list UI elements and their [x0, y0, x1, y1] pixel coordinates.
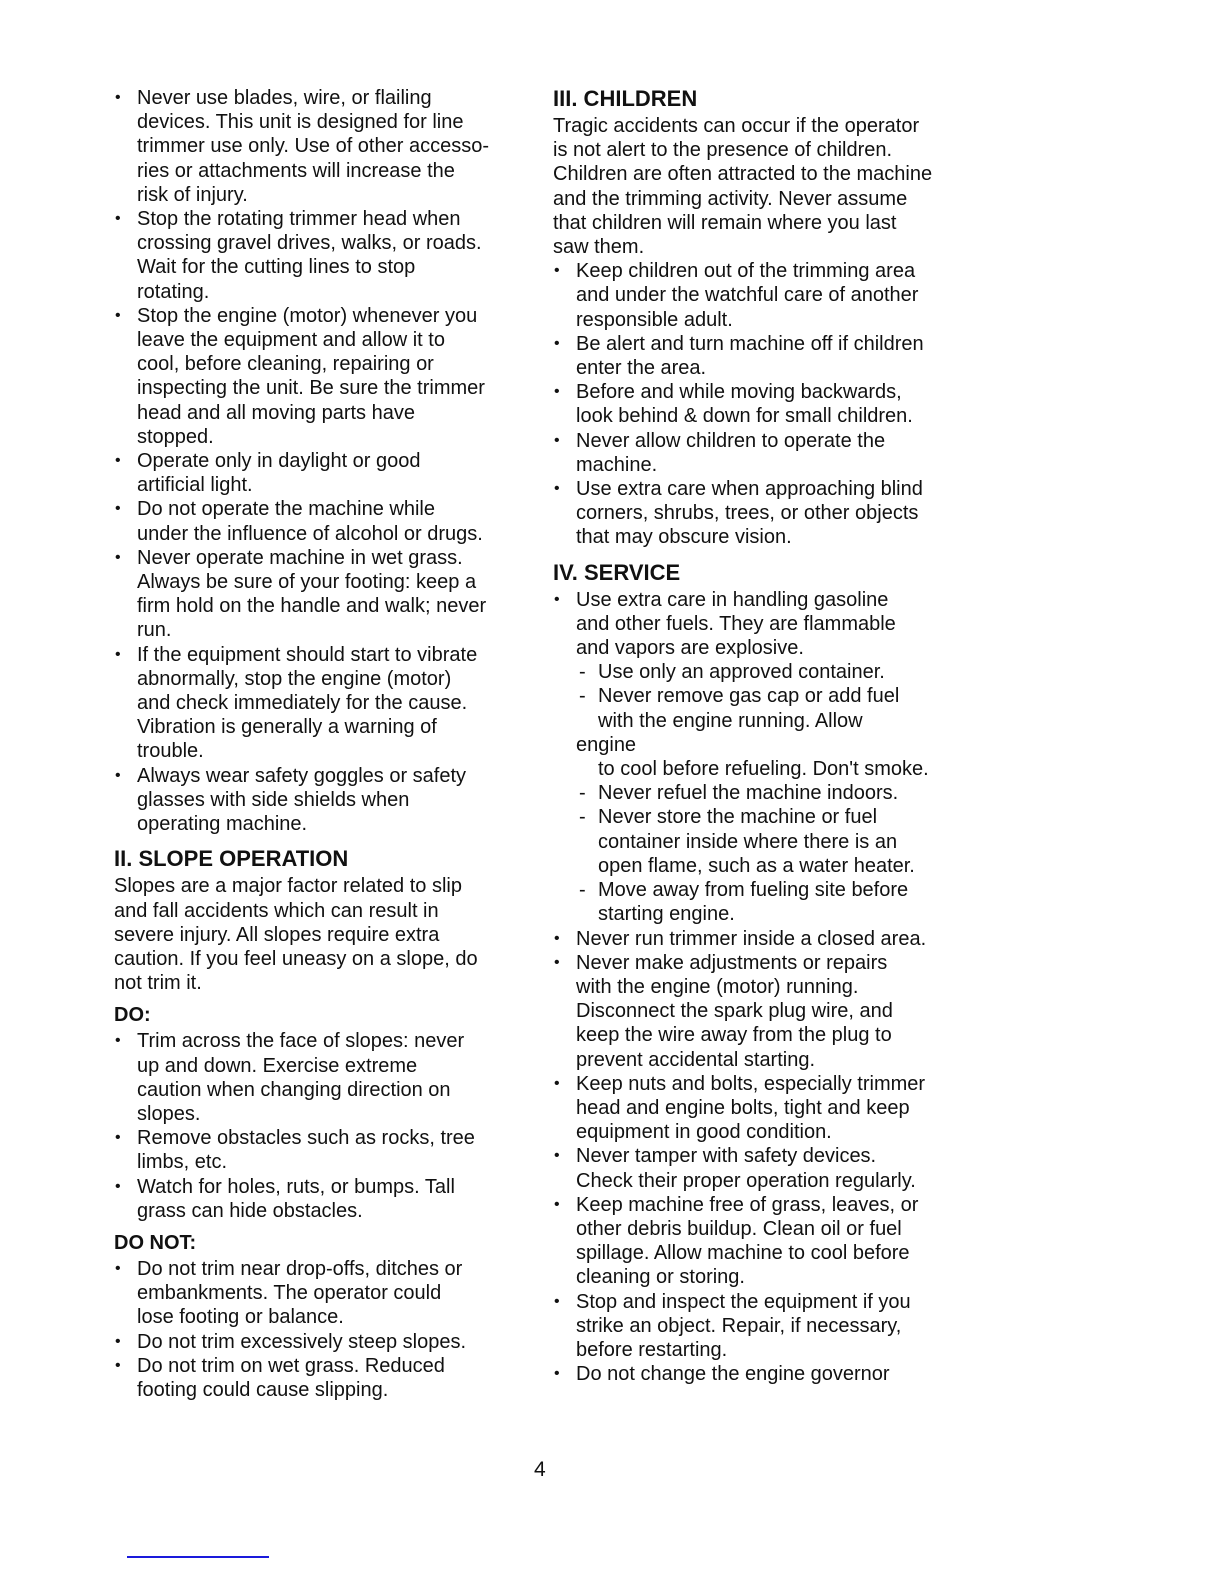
slope-heading: II. SLOPE OPERATION — [114, 846, 349, 872]
list-item: • Watch for holes, ruts, or bumps. Tall grass can hide obstacles. — [114, 1175, 524, 1223]
left-column — [114, 86, 524, 1402]
list-item: • Never use blades, wire, or flailing devices. This unit is designed for line trimmer use only. Use of other accesso- ries or attachments will increase the risk of injury. — [114, 86, 524, 207]
list-item: • Stop and inspect the equipment if you strike an object. Repair, if necessary, before restarting. — [553, 1290, 973, 1363]
sub-list-item: - Never refuel the machine indoors. — [553, 781, 973, 805]
list-item: • Be alert and turn machine off if children enter the area. — [553, 332, 973, 380]
list-item: • Keep children out of the trimming area and under the watchful care of another responsible adult. — [553, 259, 973, 332]
sub-list-item: - Never store the machine or fuel container inside where there is an open flame, such as a water heater. — [553, 805, 973, 878]
do-heading: DO: — [114, 1004, 151, 1027]
sub-list-item: - Never remove gas cap or add fuel with the engine running. Allow — [553, 684, 973, 732]
list-item: • Never make adjustments or repairs with the engine (motor) running. Disconnect the spark plug wire, and keep the wire away from the plug to prevent accidental starting. — [553, 951, 973, 1072]
list-item: • Never operate machine in wet grass. Always be sure of your footing: keep a firm hold on the handle and walk; never run. — [114, 546, 524, 643]
children-heading: III. CHILDREN — [553, 86, 698, 111]
do-not-heading: DO NOT: — [114, 1231, 197, 1254]
slope-paragraph: Slopes are a major factor related to slip and fall accidents which can result in severe injury. All slopes require extra caution. If you feel uneasy on a slope, do not trim it. — [114, 875, 478, 995]
sub-list-item: - Move away from fueling site before starting engine. — [553, 878, 973, 926]
list-item: • Never run trimmer inside a closed area. — [553, 927, 973, 951]
list-item: • Do not change the engine governor — [553, 1362, 973, 1386]
list-item: • Do not trim near drop-offs, ditches or embankments. The operator could lose footing or balance. — [114, 1257, 524, 1330]
list-item: • Stop the rotating trimmer head when crossing gravel drives, walks, or roads. Wait for the cutting lines to stop rotating. — [114, 207, 524, 304]
list-item: • Do not operate the machine while under the influence of alcohol or drugs. — [114, 497, 524, 545]
list-item: • Remove obstacles such as rocks, tree limbs, etc. — [114, 1126, 524, 1174]
list-item: • Before and while moving backwards, look behind & down for small children. — [553, 380, 973, 428]
list-item: • Trim across the face of slopes: never up and down. Exercise extreme caution when changing direction on slopes. — [114, 1029, 524, 1126]
list-item: • Use extra care when approaching blind corners, shrubs, trees, or other objects that may obscure vision. — [553, 477, 973, 550]
list-item: • Operate only in daylight or good artificial light. — [114, 449, 524, 497]
orphan-text: to cool before refueling. Don't smoke. — [598, 758, 929, 781]
list-item: • Never tamper with safety devices. Check their proper operation regularly. — [553, 1144, 973, 1192]
children-paragraph: Tragic accidents can occur if the operator is not alert to the presence of children. Children are often attracted to the machine and the trimming activity. Never assume that children will remain where you last saw them. — [553, 115, 933, 259]
list-item: • Never allow children to operate the machine. — [553, 429, 973, 477]
orphan-text: engine — [576, 733, 637, 756]
list-item: • Stop the engine (motor) whenever you leave the equipment and allow it to cool, before cleaning, repairing or inspecting the unit. Be sure the trimmer head and all moving parts have stopped. — [114, 304, 524, 449]
list-item: • Always wear safety goggles or safety glasses with side shields when operating machine. — [114, 764, 524, 837]
list-item: • Do not trim on wet grass. Reduced footing could cause slipping. — [114, 1354, 524, 1402]
right-column — [553, 86, 973, 1386]
sub-list-item: - Use only an approved container. — [553, 660, 973, 684]
list-item: • Use extra care in handling gasoline and other fuels. They are flammable and vapors are explosive. — [553, 588, 973, 661]
list-item: • Keep machine free of grass, leaves, or other debris buildup. Clean oil or fuel spillage. Allow machine to cool before cleaning or storing. — [553, 1193, 973, 1290]
service-heading: IV. SERVICE — [553, 559, 681, 585]
list-item: • Keep nuts and bolts, especially trimmer head and engine bolts, tight and keep equipment in good condition. — [553, 1072, 973, 1145]
page-number: 4 — [534, 1458, 546, 1481]
list-item: • Do not trim excessively steep slopes. — [114, 1330, 524, 1354]
footer-rule — [127, 1556, 269, 1558]
list-item: • If the equipment should start to vibrate abnormally, stop the engine (motor) and check immediately for the cause. Vibration is generally a warning of trouble. — [114, 643, 524, 764]
